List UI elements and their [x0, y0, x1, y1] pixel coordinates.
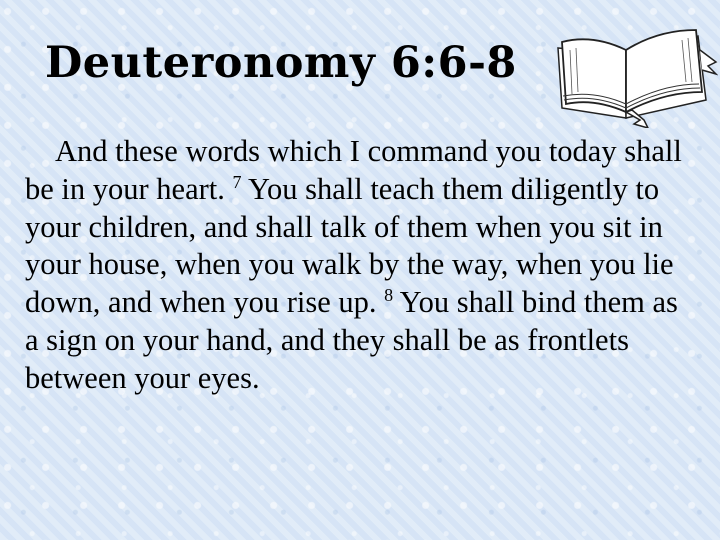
- scripture-passage: [25, 133, 695, 398]
- passage-text-6: And these words which I command you today shall be in your heart.: [25, 134, 682, 206]
- open-book-icon: [548, 20, 718, 128]
- verse-number-7: 7: [232, 171, 242, 192]
- passage-text-8: You shall bind them as a sign on your hand, and they shall be as frontlets between your eyes.: [25, 285, 678, 395]
- passage-text-7: You shall teach them diligently to your children, and shall talk of them when you sit in your house, when you walk by the way, when you lie down, and when you rise up.: [25, 171, 674, 320]
- verse-number-8: 8: [384, 285, 394, 306]
- slide-title: Deuteronomy 6:6-8: [45, 38, 517, 88]
